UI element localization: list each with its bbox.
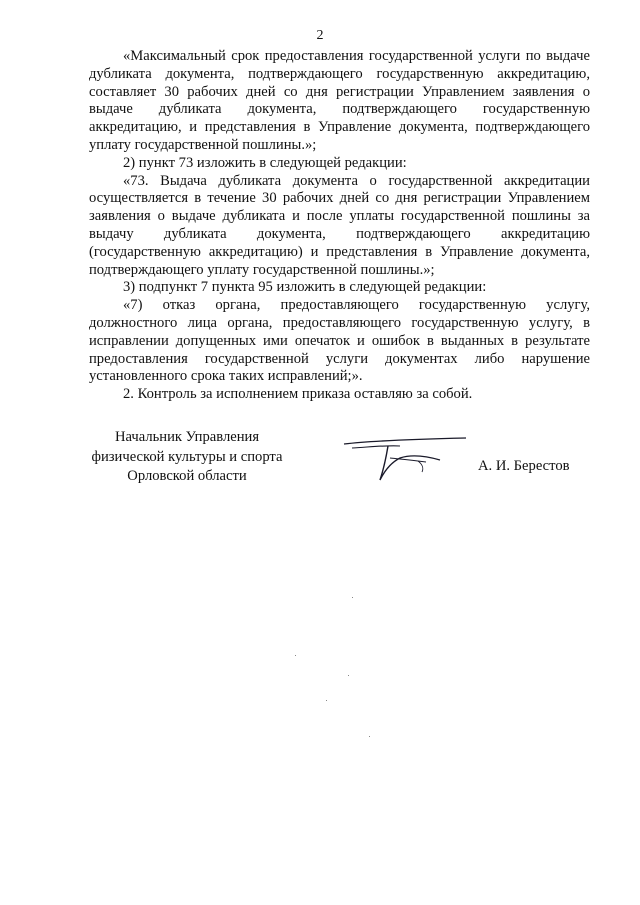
signatory-title-line: Орловской области xyxy=(127,468,247,484)
paragraph-control-clause: 2. Контроль за исполнением приказа оставляю за собой. xyxy=(123,386,473,403)
scan-speck xyxy=(326,700,327,701)
document-body xyxy=(89,48,590,404)
signatory-title-line: физической культуры и спорта xyxy=(91,448,283,465)
handwritten-signature xyxy=(330,428,470,488)
scan-speck xyxy=(369,736,370,737)
paragraph-item-73-text: «73. Выдача дубликата документа о государственной аккредитации осуществляется в течение 30 рабочих дней со дня регистрации Управлением заявления о выдаче дубликата и после уплаты государственной пошлины за выдачу дубликата документа, подтверждающего аккредитацию (государственную аккредитацию) и представления в Управление документа, подтверждающего уплату государственной пошлины.»; xyxy=(89,172,590,278)
paragraph-item-73-intro: 2) пункт 73 изложить в следующей редакции: xyxy=(123,154,407,171)
signatory-title-line: Начальник Управления xyxy=(114,429,260,445)
scan-speck xyxy=(348,675,349,676)
paragraph-duplicate-term: «Максимальный срок предоставления государственной услуги по выдаче дубликата документа, подтверждающего государственную аккредитацию, составляет 30 рабочих дней со дня регистрации Управлением заявления о выдаче дубликата документа, подтверждающего государственную аккредитацию, и представления в Управление документа, подтверждающего уплату государственной пошлины.»; xyxy=(89,48,590,153)
signatory-title xyxy=(83,428,291,487)
scan-speck xyxy=(352,597,353,598)
scan-speck xyxy=(295,655,296,656)
page-number: 2 xyxy=(316,28,324,43)
paragraph-item-95-text: «7) отказ органа, предоставляющего государственную услугу, должностного лица органа, предоставляющего государственную услугу, в исправлении допущенных ими опечаток и ошибок в выданных в результате предоставления государственной услуги документах либо нарушение установленного срока таких исправлений;». xyxy=(89,297,590,385)
paragraph-item-95-intro: 3) подпункт 7 пункта 95 изложить в следующей редакции: xyxy=(123,279,487,296)
signatory-name: А. И. Берестов xyxy=(478,458,570,474)
